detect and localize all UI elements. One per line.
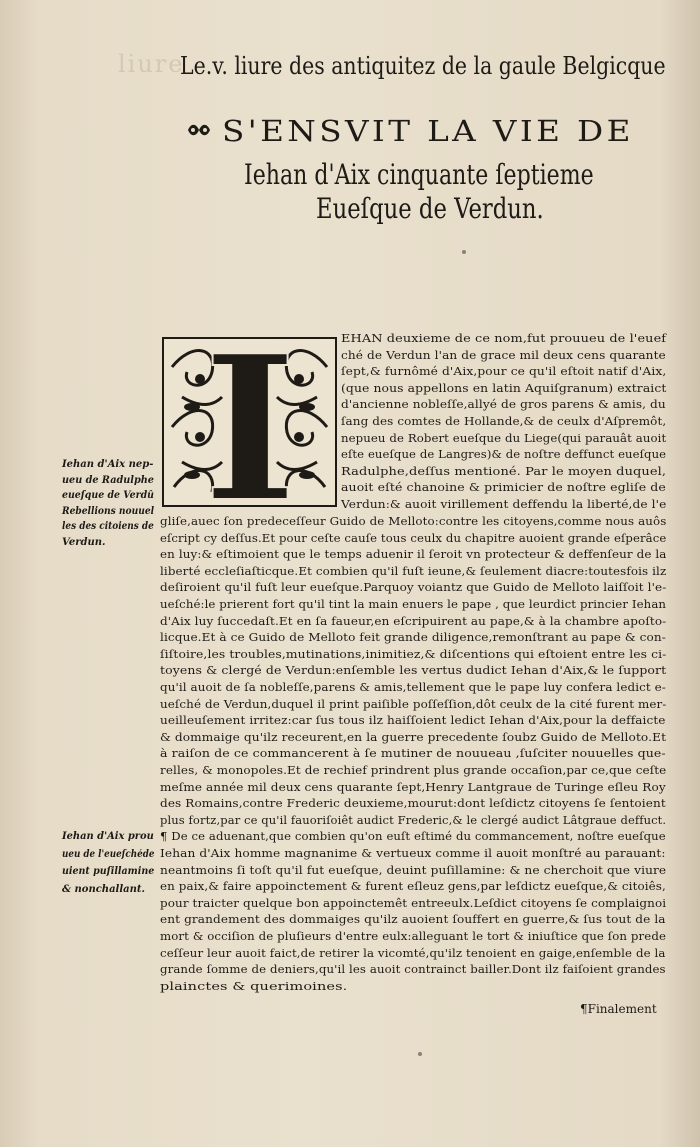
body-line: en luy:& eſtimoient que le temps aduenir il ſeroit vn protecteur & deffenſeur de la — [160, 547, 667, 562]
decorated-initial — [162, 337, 337, 507]
margin-note-line: les des citoiens de — [62, 521, 154, 532]
body-line: pour traicter quelque bon appoinctemêt entreeulx.Leſdict citoyens ſe complaignoi — [160, 895, 667, 910]
body-line: toyens & clergé de Verdun:enſemble les vertus dudict Iehan d'Aix,& le ſupport — [160, 663, 667, 678]
body-line: ueilleuſement irritez:car ſus tous ilz haiſſoient ledict Iehan d'Aix,pour la deffaicte — [160, 713, 666, 728]
body-line: en paix,& faire appoinctement & furent eſleuz gens,par leſdictz eueſque,& citoiês, — [160, 879, 666, 894]
body-line: EHAN deuxieme de ce nom,fut prouueu de l'euef — [341, 331, 667, 345]
catchword: ¶Finalement — [580, 1002, 657, 1016]
body-line: licque.Et à ce Guido de Melloto feit grande diligence,remonſtrant au pape & con- — [160, 630, 666, 645]
body-line: qu'il auoit de ſa nobleſſe,parens & amis,tellement que le pape luy confera ledict e- — [160, 680, 666, 694]
margin-note-line: & nonchallant. — [62, 883, 146, 895]
body-line: d'ancienne nobleſſe,allyé de gros parens & amis, du — [341, 397, 666, 412]
body-line: auoit eſté chanoine & primicier de noſtre egliſe de — [341, 480, 666, 495]
margin-note-line: Iehan d'Aix nep- — [62, 459, 154, 470]
body-line: plainctes & querimoines. — [160, 978, 348, 993]
body-line: ſept,& furnômé d'Aix,pour ce qu'il eſtoit natif d'Aix, — [341, 364, 667, 379]
page-speck — [418, 1052, 422, 1056]
body-line: ¶ De ce aduenant,que combien qu'on euſt eſtimé du commancement, noſtre eueſque — [160, 829, 666, 844]
body-line: des Romains,contre Frederic deuxieme,mourut:dont leſdictz citoyens ſe ſentoient — [160, 796, 666, 811]
body-line: ent grandement des dommaiges qu'ilz auoient ſouffert en guerre,& ſus tout de la — [160, 912, 666, 927]
body-line: à raiſon de ce commancerent à ſe mutiner de nouueau ,ſuſciter nouuelles que- — [160, 746, 666, 761]
chapter-title-line3: Eueſque de Verdun. — [316, 192, 544, 225]
body-line: mort & occiſion de pluſieurs d'entre eulx:alleguant le tort & iniuſtice que ſon prede — [160, 929, 667, 943]
margin-note-line: Iehan d'Aix prou — [62, 831, 154, 842]
body-line: ſang des comtes de Hollande,& de ceulx d'Aſpremôt, — [341, 414, 667, 428]
fleuron-ornament-icon — [186, 121, 212, 139]
body-line: grande ſomme de deniers,qu'il les auoit contrainct bailler.Dont ilz faiſoient grandes — [160, 962, 666, 977]
running-head: Le.v. liure des antiquitez de la gaule Belgicque — [180, 52, 666, 80]
body-line: nepueu de Robert eueſque du Liege(qui parauât auoit — [341, 430, 667, 445]
body-line: d'Aix luy ſuccedaſt.Et en ſa faueur,en eſcripuirent au pape,& à la chambre apoſto- — [160, 613, 667, 628]
body-line: Verdun:& auoit virillement deffendu la liberté,de l'e — [341, 497, 667, 511]
margin-note-line: Verdun. — [62, 536, 106, 548]
body-line: ché de Verdun l'an de grace mil deux cens quarante — [341, 347, 666, 362]
body-line: ueſché de Verdun,duquel il print paiſible poſſeſſion,dôt ceulx de la cité furent mer- — [160, 696, 667, 711]
chapter-title-line1: S'ENSVIT LA VIE DE — [222, 114, 634, 148]
body-line: neantmoins ſi toſt qu'il fut eueſque, deuint puſillamine: & ne cherchoit que viure — [160, 862, 667, 877]
body-line: & dommaige qu'ilz receurent,en la guerre precedente ſoubz Guido de Melloto.Et — [160, 729, 667, 744]
body-line: (que nous appellons en latin Aquiſgranum) extraict — [341, 380, 667, 395]
show-through-text: liure — [118, 50, 185, 78]
margin-note-line: eueſque de Verdû — [62, 490, 154, 501]
page-speck — [462, 250, 466, 254]
body-line: Radulphe,deſſus mentioné. Par le moyen duquel, — [341, 463, 667, 478]
body-line: plus fortz,par ce qu'il fauoriſoiêt audict Frederic,& le clergé audict Lâtgraue deffuct. — [160, 812, 667, 827]
body-line: gliſe,auec ſon predeceſſeur Guido de Melloto:contre les citoyens,comme nous auôs — [160, 514, 667, 528]
chapter-title-line2: Iehan d'Aix cinquante ſeptieme — [244, 158, 594, 191]
body-line: liberté eccleſiaſticque.Et combien qu'il fuſt ieune,& ſeulement diacre:toutesfois ilz — [160, 563, 667, 578]
body-line: deſiroient qu'il fuſt leur eueſque.Parquoy voiantz que Guido de Melloto laiſſoit l'e- — [160, 580, 667, 595]
margin-note-line: Rebellions nouuel — [62, 505, 155, 517]
body-line: ſiſtoire,les troubles,mutinations,inimitiez,& diſcentions qui eſtoient entre les ci- — [160, 646, 667, 661]
body-line: eſcript cy deſſus.Et pour ceſte cauſe tous ceulx du chapitre auoient grande eſperâce — [160, 530, 667, 545]
initial-letter: I — [203, 337, 297, 507]
margin-note-line: ueu de Radulphe — [62, 474, 154, 486]
body-line: meſme année mil deux cens quarante ſept,Henry Lantgraue de Turinge eſleu Roy — [160, 779, 666, 794]
body-line: ueſché:le prierent fort qu'il tint la main enuers le pape , que leurdict princier Iehan — [160, 597, 667, 611]
body-line: Iehan d'Aix homme magnanime & vertueux comme il auoit monſtré au parauant: — [160, 846, 666, 860]
margin-note-line: uient puſillamine — [62, 866, 155, 877]
body-line: ceſſeur leur auoit faict,de retirer la vicomté,qu'ilz tenoient en gaige,enſemble de la — [160, 945, 666, 960]
body-line: eſte eueſque de Langres)& de noſtre deffunct eueſque — [341, 447, 667, 462]
margin-note-line: ueu de l'eueſchéde — [62, 848, 155, 860]
body-line: relles, & monopoles.Et de rechief prindrent plus grande occaſion,par ce,que ceſte — [160, 763, 667, 777]
